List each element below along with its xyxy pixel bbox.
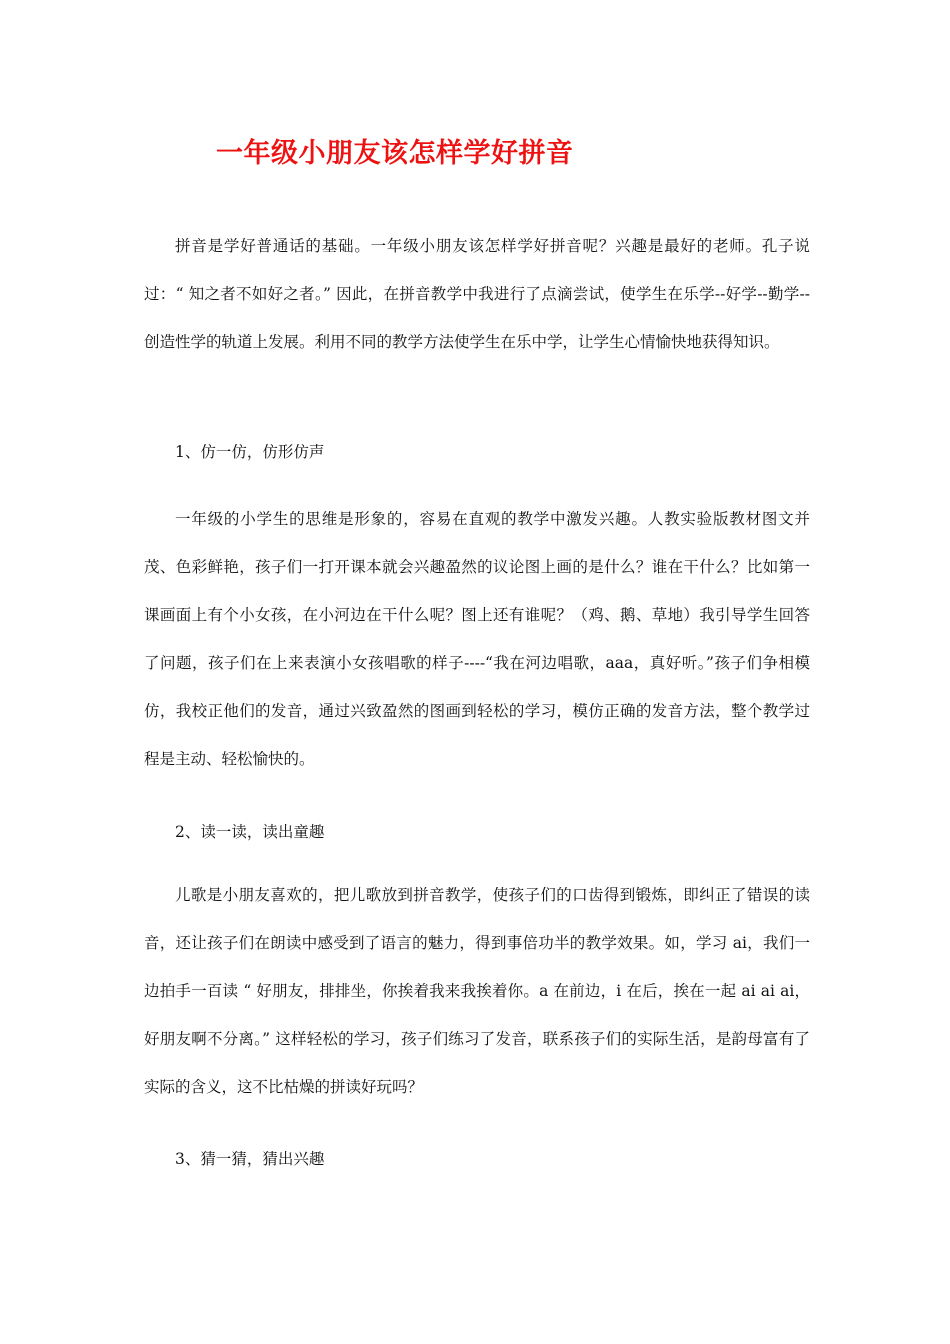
section-body-2: 儿歌是小朋友喜欢的，把儿歌放到拼音教学，使孩子们的口齿得到锻炼，即纠正了错误的读音，还让孩子们在朗读中感受到了语言的魅力，得到事倍功半的教学效果。如，学习 ai，我们一边拍手一百读 “ 好朋友，排排坐，你挨着我来我挨着你。a 在前边，i 在后，挨在一起 ai ai ai，好朋友啊不分离。” 这样轻松的学习，孩子们练习了发音，联系孩子们的实际生活，是韵母富有了实际的含义，这不比枯燥的拼读好玩吗？ (144, 886, 810, 1096)
section-heading-2: 2、读一读，读出童趣 (175, 823, 325, 841)
section-body-1: 一年级的小学生的思维是形象的，容易在直观的教学中激发兴趣。人教实验版教材图文并茂、色彩鲜艳，孩子们一打开课本就会兴趣盈然的议论图上画的是什么？谁在干什么？比如第一课画面上有个小女孩，在小河边在干什么呢？图上还有谁呢？（鸡、鹅、草地）我引导学生回答了问题，孩子们在上来表演小女孩唱歌的样子----“我在河边唱歌，aaa，真好听。”孩子们争相模仿，我校正他们的发音，通过兴致盈然的图画到轻松的学习，模仿正确的发音方法，整个教学过程是主动、轻松愉快的。 (144, 510, 810, 768)
section-heading-3: 3、猜一猜，猜出兴趣 (175, 1150, 325, 1168)
section-heading-1: 1、仿一仿，仿形仿声 (175, 443, 325, 461)
document-title: 一年级小朋友该怎样学好拼音 (216, 138, 574, 169)
intro-paragraph: 拼音是学好普通话的基础。一年级小朋友该怎样学好拼音呢？兴趣是最好的老师。孔子说过：“ 知之者不如好之者。” 因此，在拼音教学中我进行了点滴尝试，使学生在乐学--好学--勤学--创造性学的轨道上发展。利用不同的教学方法使学生在乐中学，让学生心情愉快地获得知识。 (144, 237, 810, 351)
